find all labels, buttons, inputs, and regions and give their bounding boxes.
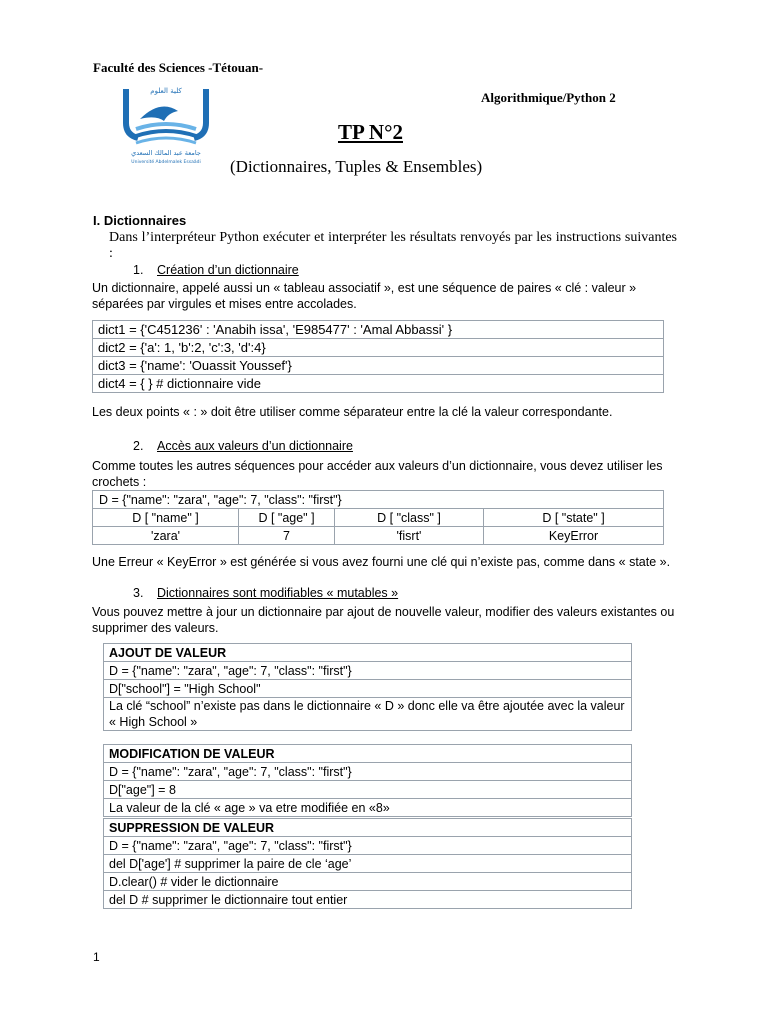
column-header: D [ "state" ] bbox=[484, 509, 664, 527]
subsection-1-text: Un dictionnaire, appelé aussi un « tableau associatif », est une séquence de paires « clé : valeur » séparées par virgules et mises entre accolades. bbox=[92, 281, 637, 311]
table-row bbox=[104, 662, 632, 680]
dict-access-table bbox=[92, 490, 664, 545]
code-line: del D # supprimer le dictionnaire tout entier bbox=[104, 891, 632, 909]
column-header: D [ "name" ] bbox=[93, 509, 239, 527]
table-row bbox=[93, 339, 664, 357]
column-header: D [ "class" ] bbox=[335, 509, 484, 527]
section-heading: I. Dictionnaires bbox=[93, 213, 187, 228]
table-row bbox=[104, 873, 632, 891]
logo-text-latin: Université Abdelmalek Essaâdi bbox=[131, 160, 201, 165]
suppression-table bbox=[103, 818, 632, 909]
subsection-3-heading bbox=[133, 586, 398, 600]
ajout-heading: AJOUT DE VALEUR bbox=[104, 644, 632, 662]
tp-title: TP N°2 bbox=[338, 120, 403, 144]
table-row bbox=[104, 799, 632, 817]
logo-text-top: كلية العلوم bbox=[150, 87, 182, 95]
code-line: dict1 = {'C451236' : 'Anabih issa', 'E985477' : 'Amal Abbassi' } bbox=[93, 321, 664, 339]
code-line: D = {"name": "zara", "age": 7, "class": "first"} bbox=[104, 837, 632, 855]
faculty-name: Faculté des Sciences -Tétouan- bbox=[93, 60, 264, 75]
subsection-1-number: 1. bbox=[133, 263, 144, 277]
subsection-3-title: Dictionnaires sont modifiables « mutables » bbox=[157, 586, 399, 600]
code-line: D.clear() # vider le dictionnaire bbox=[104, 873, 632, 891]
table-cell: 7 bbox=[239, 527, 335, 545]
table-row bbox=[104, 855, 632, 873]
suppression-heading: SUPPRESSION DE VALEUR bbox=[104, 819, 632, 837]
course-name: Algorithmique/Python 2 bbox=[481, 90, 616, 105]
code-line: dict4 = { } # dictionnaire vide bbox=[93, 375, 664, 393]
modification-table bbox=[103, 744, 632, 817]
table-row bbox=[104, 781, 632, 799]
subsection-2-heading bbox=[133, 439, 353, 453]
table-row bbox=[104, 698, 632, 731]
table-cell: 'zara' bbox=[93, 527, 239, 545]
code-line: D["age"] = 8 bbox=[104, 781, 632, 799]
university-logo bbox=[120, 83, 212, 169]
modification-explanation: La valeur de la clé « age » va etre modifiée en «8» bbox=[104, 799, 632, 817]
table-row bbox=[93, 491, 664, 509]
table-row bbox=[93, 375, 664, 393]
table-cell: 'fisrt' bbox=[335, 527, 484, 545]
subsection-2-title: Accès aux valeurs d’un dictionnaire bbox=[157, 439, 353, 453]
code-line: dict3 = {'name': 'Ouassit Youssef'} bbox=[93, 357, 664, 375]
table-row bbox=[104, 745, 632, 763]
university-logo-icon bbox=[120, 83, 212, 169]
logo-text-bottom: جامعة عبد المالك السعدي bbox=[131, 149, 201, 157]
section-intro: Dans l’interpréteur Python exécuter et interpréter les résultats renvoyés par les instructions suivantes : bbox=[109, 230, 677, 261]
tp-subtitle: (Dictionnaires, Tuples & Ensembles) bbox=[230, 157, 483, 176]
table-row bbox=[93, 321, 664, 339]
table-row bbox=[93, 527, 664, 545]
table-row bbox=[93, 357, 664, 375]
table-cell: KeyError bbox=[484, 527, 664, 545]
dict-creation-code-table bbox=[92, 320, 664, 393]
separator-note: Les deux points « : » doit être utiliser comme séparateur entre la clé la valeur correspondante. bbox=[92, 405, 613, 419]
modification-heading: MODIFICATION DE VALEUR bbox=[104, 745, 632, 763]
subsection-3-text: Vous pouvez mettre à jour un dictionnaire par ajout de nouvelle valeur, modifier des valeurs existantes ou supprimer des valeurs. bbox=[92, 605, 675, 635]
code-line: del D['age'] # supprimer la paire de cle ‘age’ bbox=[104, 855, 632, 873]
table-row bbox=[104, 644, 632, 662]
table-row bbox=[104, 680, 632, 698]
code-line: D = {"name": "zara", "age": 7, "class": "first"} bbox=[104, 662, 632, 680]
page-number: 1 bbox=[93, 950, 100, 964]
code-line: dict2 = {'a': 1, 'b':2, 'c':3, 'd':4} bbox=[93, 339, 664, 357]
table-row bbox=[104, 837, 632, 855]
ajout-table bbox=[103, 643, 632, 731]
dict-definition-cell: D = {"name": "zara", "age": 7, "class": "first"} bbox=[93, 491, 664, 509]
keyerror-note: Une Erreur « KeyError » est générée si vous avez fourni une clé qui n’existe pas, comme dans « state ». bbox=[92, 555, 671, 569]
subsection-2-text: Comme toutes les autres séquences pour accéder aux valeurs d’un dictionnaire, vous devez utiliser les crochets : bbox=[92, 459, 663, 489]
table-row bbox=[104, 763, 632, 781]
column-header: D [ "age" ] bbox=[239, 509, 335, 527]
code-line: D["school"] = "High School" bbox=[104, 680, 632, 698]
subsection-1-heading bbox=[133, 263, 299, 277]
table-row bbox=[93, 509, 664, 527]
subsection-1-title: Création d’un dictionnaire bbox=[157, 263, 299, 277]
code-line: D = {"name": "zara", "age": 7, "class": "first"} bbox=[104, 763, 632, 781]
ajout-explanation: La clé “school” n’existe pas dans le dictionnaire « D » donc elle va être ajoutée avec la valeur « High School » bbox=[104, 698, 632, 731]
subsection-2-number: 2. bbox=[133, 439, 144, 453]
subsection-3-number: 3. bbox=[133, 586, 144, 600]
table-row bbox=[104, 819, 632, 837]
table-row bbox=[104, 891, 632, 909]
